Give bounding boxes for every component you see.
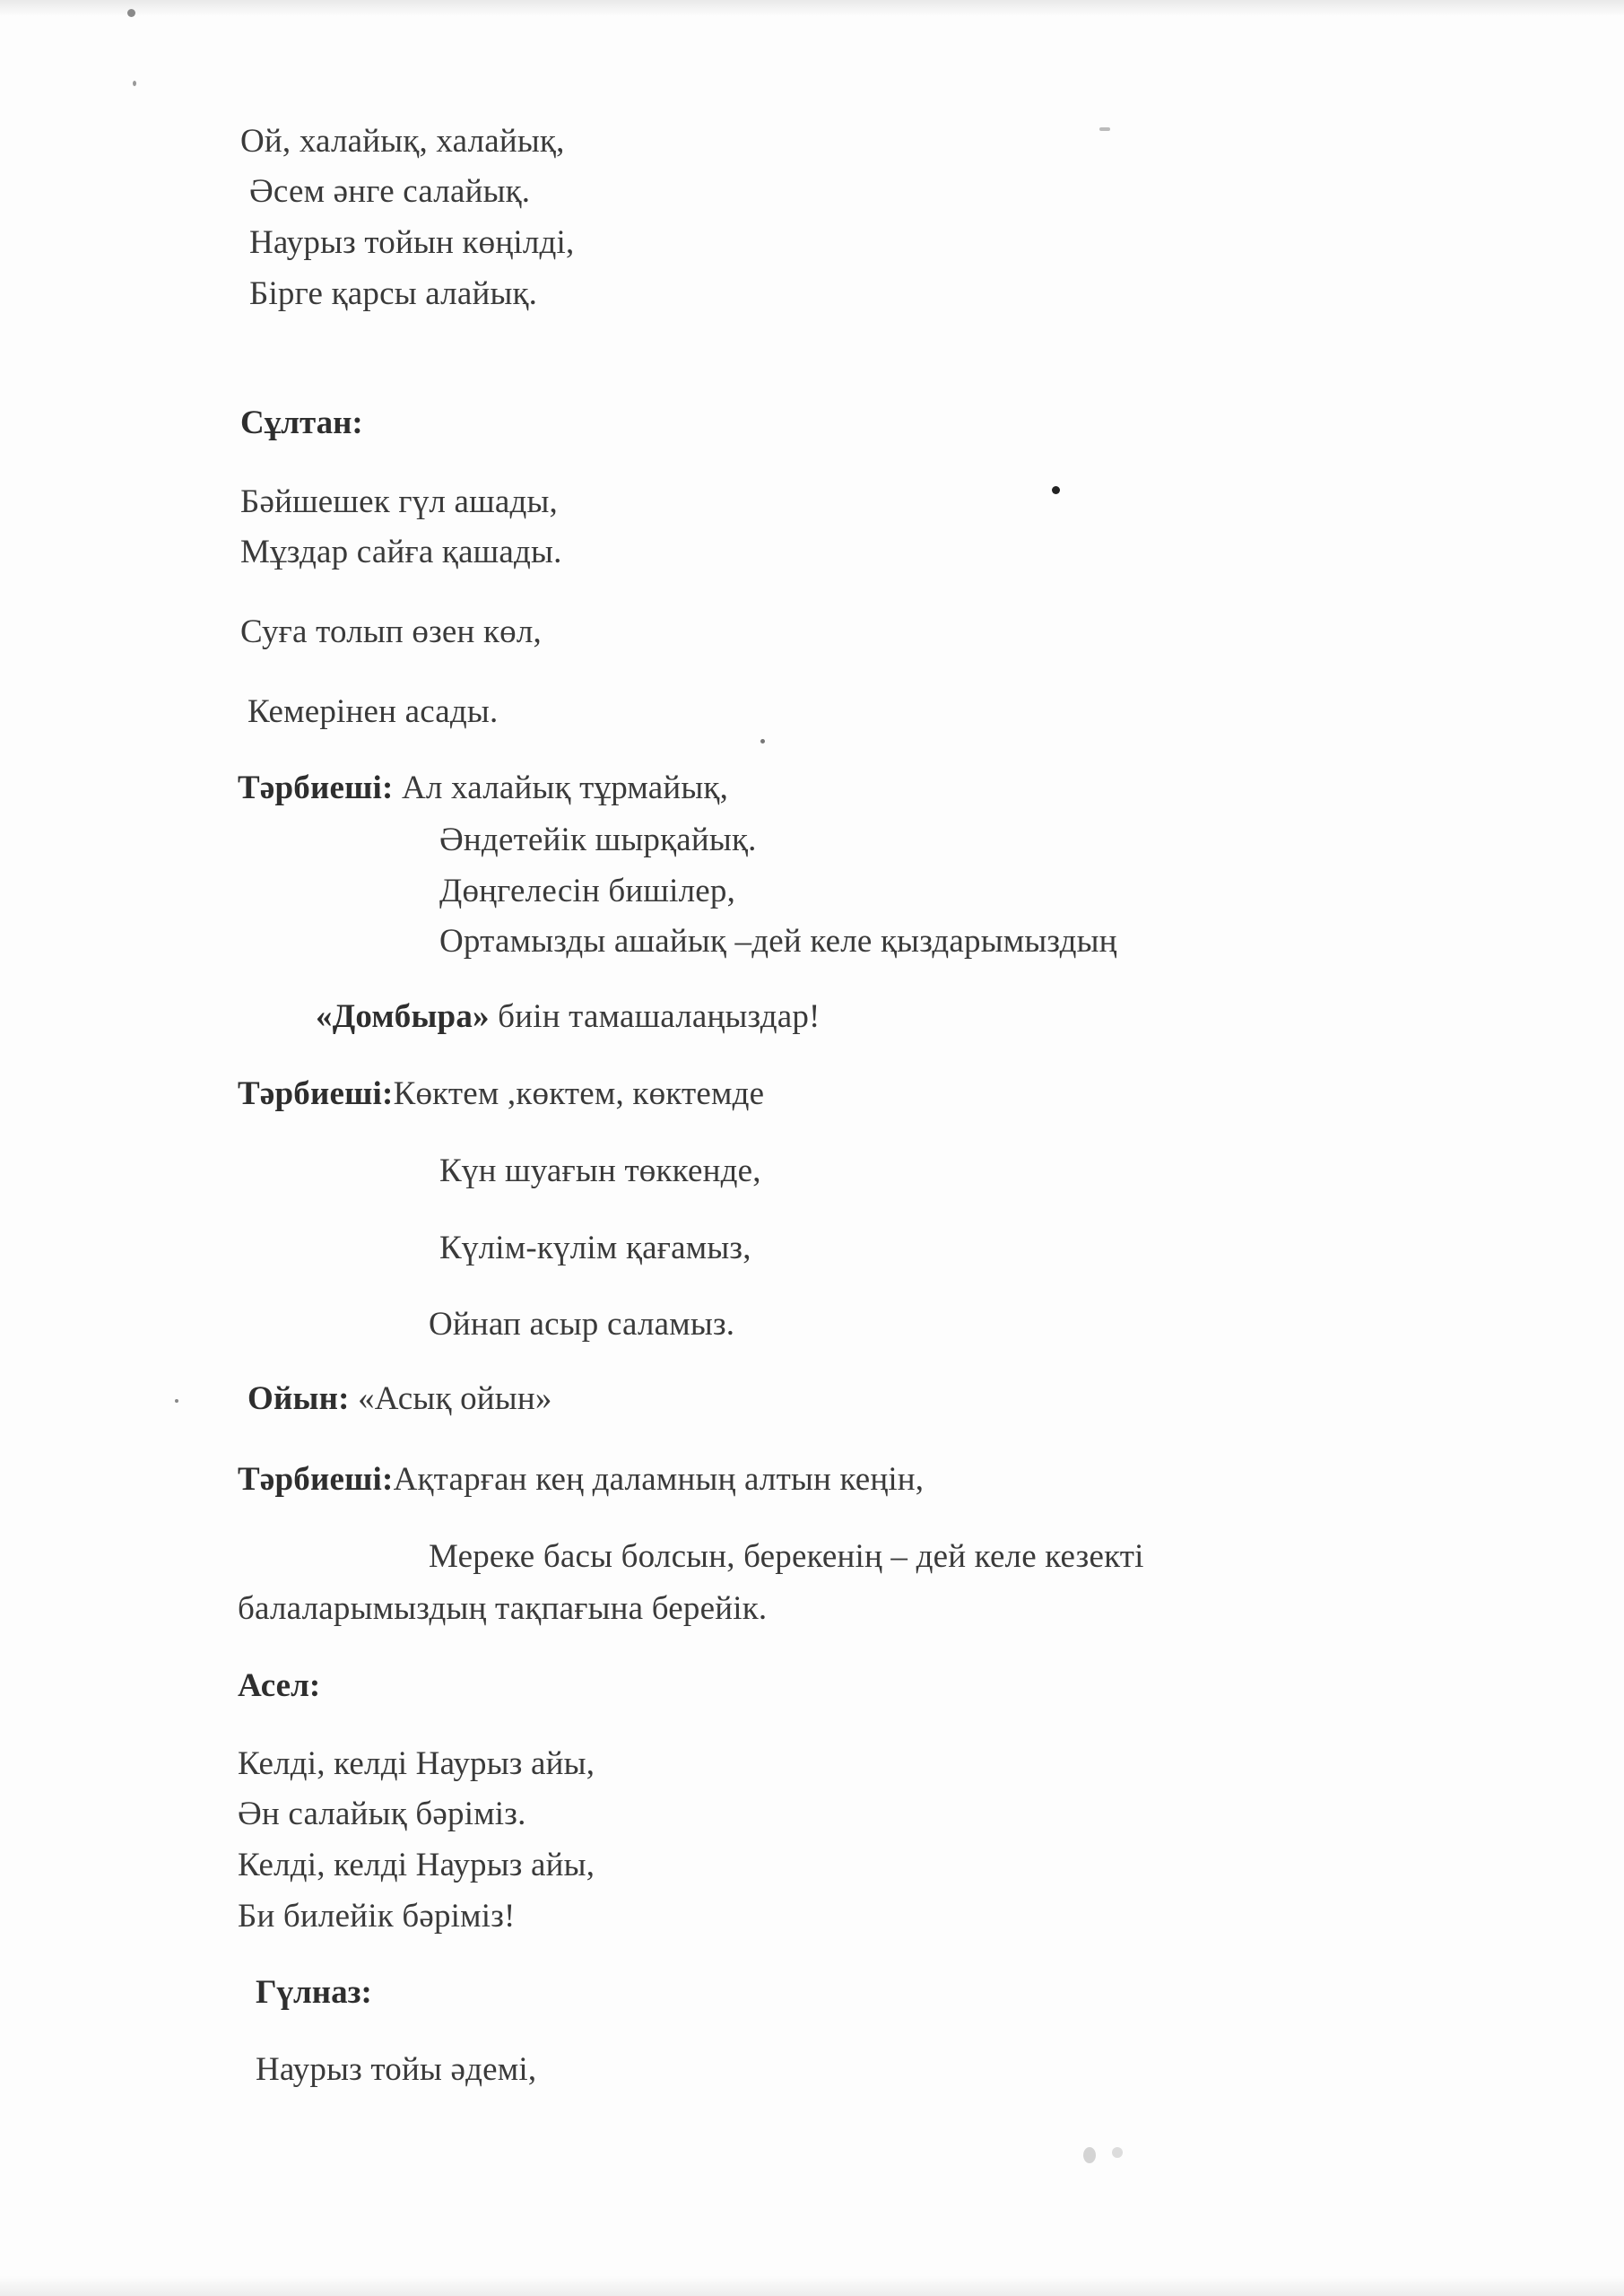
verse-text: Көктем ,көктем, көктемде <box>393 1075 765 1112</box>
verse-line: Мұздар сайға қашады. <box>240 534 562 570</box>
scan-speck <box>127 9 135 17</box>
verse-line: Дөңгелесін бишілер, <box>439 873 736 909</box>
verse-line: Бірге қарсы алайық. <box>249 275 538 312</box>
scan-speck <box>1112 2147 1123 2158</box>
speaker-line-teacher-3 <box>238 1460 924 1500</box>
dance-text: биін тамашалаңыздар! <box>489 998 821 1035</box>
game-name: «Асық ойын» <box>349 1380 552 1417</box>
scan-speck <box>175 1399 178 1403</box>
dance-title: «Домбыра» <box>316 998 490 1035</box>
verse-line: Бәйшешек гүл ашады, <box>240 483 558 520</box>
verse-line: Наурыз тойын көңілді, <box>249 224 575 261</box>
game-line <box>248 1379 552 1419</box>
scan-edge-bottom <box>0 2276 1624 2296</box>
prose-line: Мереке басы болсын, берекенің – дей келе кезекті <box>429 1538 1144 1575</box>
speaker-teacher: Тәрбиеші: <box>238 1461 394 1498</box>
scan-speck <box>1083 2147 1096 2163</box>
speaker-gulnaz: Гүлназ: <box>256 1974 372 2011</box>
verse-line: Әсем әнге салайық. <box>249 173 531 210</box>
scan-speck <box>1099 127 1110 131</box>
verse-line: Ойнап асыр саламыз. <box>429 1306 735 1343</box>
scan-speck <box>133 81 136 86</box>
speaker-asel: Асел: <box>238 1667 321 1704</box>
scan-speck <box>760 739 765 744</box>
verse-line: Ән салайық бәріміз. <box>238 1796 526 1832</box>
speaker-teacher: Тәрбиеші: <box>238 770 394 806</box>
verse-line: Наурыз тойы әдемі, <box>256 2051 537 2088</box>
verse-line: Келді, келді Наурыз айы, <box>238 1745 595 1782</box>
speaker-teacher: Тәрбиеші: <box>238 1075 394 1112</box>
game-label: Ойын: <box>248 1380 350 1417</box>
verse-line: Әндетейік шырқайық. <box>439 822 757 858</box>
verse-line: Ой, халайық, халайық, <box>240 123 565 160</box>
prose-line: балаларымыздың тақпағына берейік. <box>238 1590 768 1627</box>
speaker-line-teacher-1 <box>238 769 728 808</box>
speaker-line-teacher-2 <box>238 1074 764 1114</box>
scan-edge-top <box>0 0 1624 16</box>
scan-speck <box>1052 486 1060 494</box>
verse-line: Суға толып өзен көл, <box>240 613 542 650</box>
verse-line: Келді, келді Наурыз айы, <box>238 1847 595 1883</box>
verse-line: Би билейік бәріміз! <box>238 1898 516 1935</box>
verse-line: Күлім-күлім қағамыз, <box>439 1230 751 1266</box>
verse-line: Күн шуағын төккенде, <box>439 1152 761 1189</box>
verse-text: Ал халайық тұрмайық, <box>393 770 729 806</box>
speaker-sultan: Сұлтан: <box>240 404 363 441</box>
dance-announcement <box>316 997 821 1037</box>
verse-text: Ақтарған кең даламның алтын кеңін, <box>393 1461 925 1498</box>
verse-line: Ортамызды ашайық –дей келе қыздарымыздың <box>439 923 1117 960</box>
verse-line: Кемерінен асады. <box>248 693 499 730</box>
